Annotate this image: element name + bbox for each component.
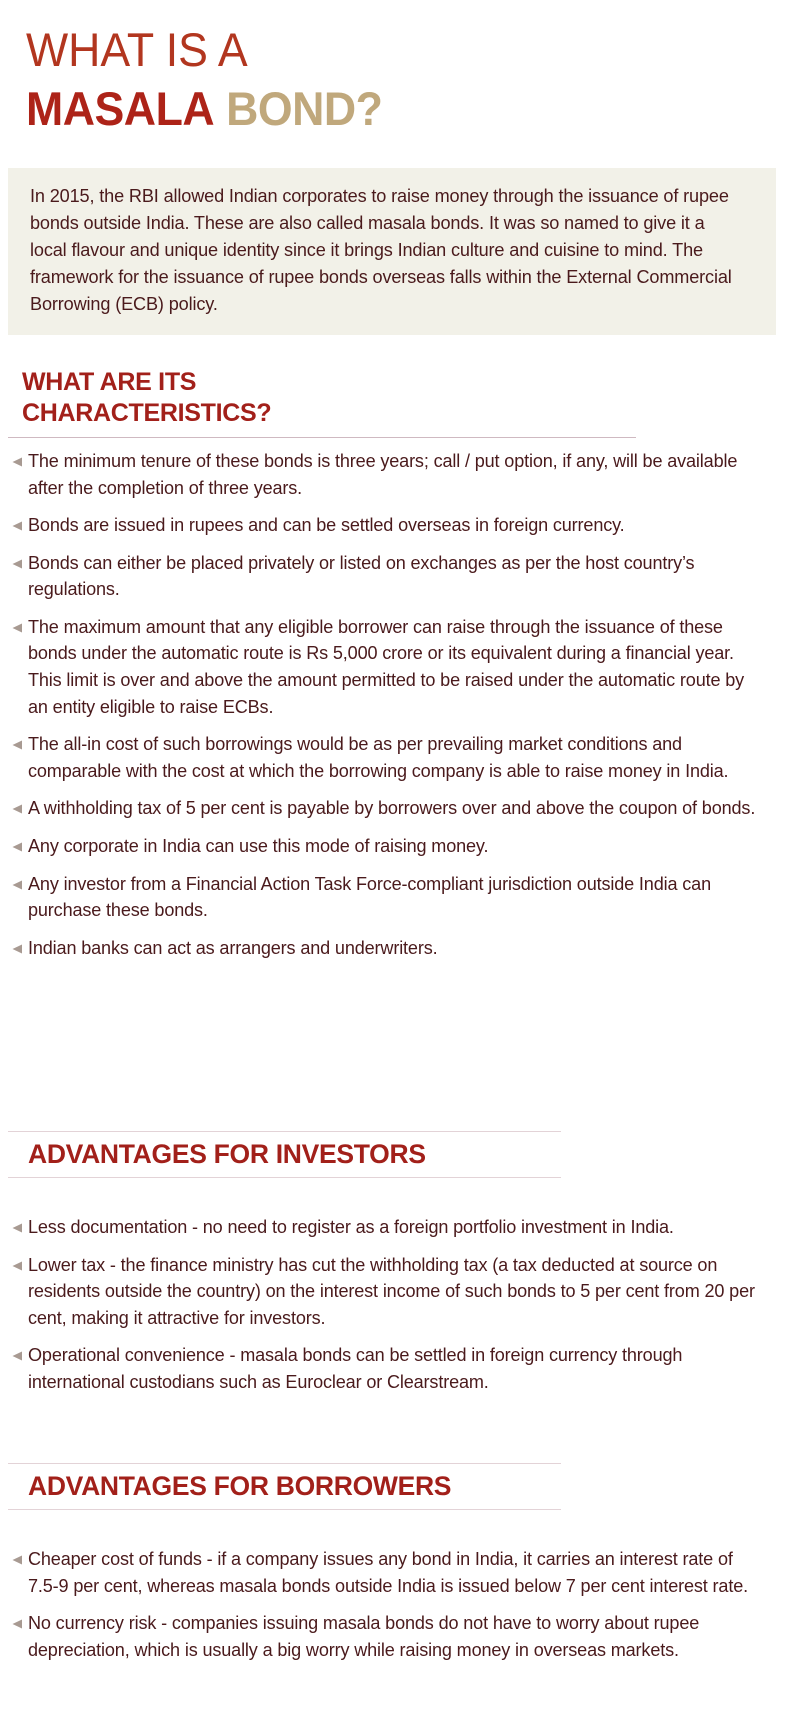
list-borrowers — [12, 1546, 784, 1674]
list-item — [12, 448, 784, 501]
bullet-triangle-icon — [12, 795, 28, 814]
bullet-triangle-icon — [12, 935, 28, 954]
title-line-1: WHAT IS A — [26, 23, 248, 76]
divider-characteristics — [8, 437, 636, 438]
bullet-triangle-icon — [12, 944, 23, 954]
list-item — [12, 1252, 784, 1332]
bullet-triangle-icon — [12, 448, 28, 467]
list-item — [12, 871, 784, 924]
bullet-triangle-icon — [12, 1223, 23, 1233]
list-item-text: Bonds are issued in rupees and can be settled overseas in foreign currency. — [28, 514, 625, 536]
bullet-triangle-icon — [12, 1342, 28, 1361]
divider-borrowers-bottom — [8, 1509, 561, 1510]
bullet-triangle-icon — [12, 1610, 28, 1629]
section-heading-investors — [8, 1131, 561, 1178]
bullet-triangle-icon — [12, 1261, 23, 1271]
list-item — [12, 512, 784, 539]
list-item-text: Indian banks can act as arrangers and underwriters. — [28, 936, 438, 958]
list-item-text: Any corporate in India can use this mode of raising money. — [28, 834, 489, 856]
bullet-triangle-icon — [12, 731, 28, 750]
title-word-masala: MASALA — [26, 81, 215, 135]
list-item — [12, 614, 784, 720]
list-item-text: Operational convenience - masala bonds can be settled in foreign currency through international custodians such as Euroclear or Clearstream. — [28, 1344, 683, 1392]
bullet-triangle-icon — [12, 550, 28, 569]
bullet-triangle-icon — [12, 1351, 23, 1361]
list-item-text: Less documentation - no need to register as a foreign portfolio investment in India. — [28, 1216, 674, 1237]
bullet-triangle-icon — [12, 623, 23, 633]
section-heading-borrowers-label: ADVANTAGES FOR BORROWERS — [28, 1471, 452, 1501]
section-heading-characteristics — [22, 367, 662, 428]
list-item-text: A withholding tax of 5 per cent is payable by borrowers over and above the coupon of bonds. — [28, 797, 756, 819]
list-investors — [12, 1214, 784, 1406]
list-item-text: No currency risk - companies issuing masala bonds do not have to worry about rupee depreciation, which is usually a big worry while raising money in overseas markets. — [28, 1612, 700, 1660]
list-item — [12, 935, 784, 962]
list-item-text: The all-in cost of such borrowings would be as per prevailing market conditions and comparable with the cost at which the borrowing company is able to raise money in India. — [28, 733, 729, 781]
bullet-triangle-icon — [12, 1214, 28, 1233]
list-item — [12, 1546, 784, 1599]
list-item-text: Bonds can either be placed privately or listed on exchanges as per the host country’s regulations. — [28, 551, 695, 600]
bullet-triangle-icon — [12, 804, 23, 814]
bullet-triangle-icon — [12, 740, 23, 750]
list-item — [12, 1214, 784, 1241]
bullet-triangle-icon — [12, 842, 23, 852]
list-item-text: The maximum amount that any eligible borrower can raise through the issuance of these bonds under the automatic route is Rs 5,000 crore or its equivalent during a financial year. This limit is over and above the amount permitted to be raised under the automatic route by an entity eligible to raise ECBs. — [28, 615, 745, 717]
bullet-triangle-icon — [12, 559, 23, 569]
bullet-triangle-icon — [12, 1619, 23, 1629]
list-item — [12, 795, 784, 822]
bullet-triangle-icon — [12, 833, 28, 852]
list-item — [12, 731, 784, 784]
bullet-triangle-icon — [12, 1555, 23, 1565]
list-item — [12, 833, 784, 860]
title-line-2 — [26, 81, 762, 135]
page-title — [0, 0, 801, 133]
title-word-bond: BOND? — [226, 81, 383, 135]
list-characteristics — [12, 448, 784, 972]
list-item — [12, 550, 784, 603]
bullet-triangle-icon — [12, 457, 23, 467]
list-item — [12, 1610, 784, 1663]
list-item — [12, 1342, 784, 1395]
section-heading-characteristics-line2: CHARACTERISTICS? — [22, 398, 272, 427]
section-heading-characteristics-line1: WHAT ARE ITS — [22, 368, 197, 396]
divider-investors-bottom — [8, 1177, 561, 1178]
bullet-triangle-icon — [12, 521, 23, 531]
bullet-triangle-icon — [12, 871, 28, 890]
bullet-triangle-icon — [12, 614, 28, 633]
section-heading-investors-label: ADVANTAGES FOR INVESTORS — [28, 1139, 426, 1169]
intro-paragraph: In 2015, the RBI allowed Indian corporates to raise money through the issuance of rupee bonds outside India. These are also called masala bonds. It was so named to give it a local flavour and unique identity since it brings Indian culture and cuisine to mind. The framework for the issuance of rupee bonds overseas falls within the External Commercial Borrowing (ECB) policy. — [30, 185, 732, 314]
bullet-triangle-icon — [12, 880, 23, 890]
section-heading-borrowers — [8, 1463, 561, 1510]
list-item-text: Cheaper cost of funds - if a company issues any bond in India, it carries an interest rate of 7.5-9 per cent, whereas masala bonds outside India is issued below 7 per cent interest rate. — [28, 1548, 748, 1596]
intro-box — [8, 168, 776, 335]
bullet-triangle-icon — [12, 1546, 28, 1565]
list-item-text: The minimum tenure of these bonds is three years; call / put option, if any, will be available after the completion of three years. — [28, 450, 738, 498]
bullet-triangle-icon — [12, 1252, 28, 1271]
bullet-triangle-icon — [12, 512, 28, 531]
list-item-text: Lower tax - the finance ministry has cut the withholding tax (a tax deducted at source on residents outside the country) on the interest income of such bonds to 5 per cent from 20 per cent, making it attractive for investors. — [28, 1253, 755, 1328]
list-item-text: Any investor from a Financial Action Task Force-compliant jurisdiction outside India can purchase these bonds. — [28, 872, 711, 921]
